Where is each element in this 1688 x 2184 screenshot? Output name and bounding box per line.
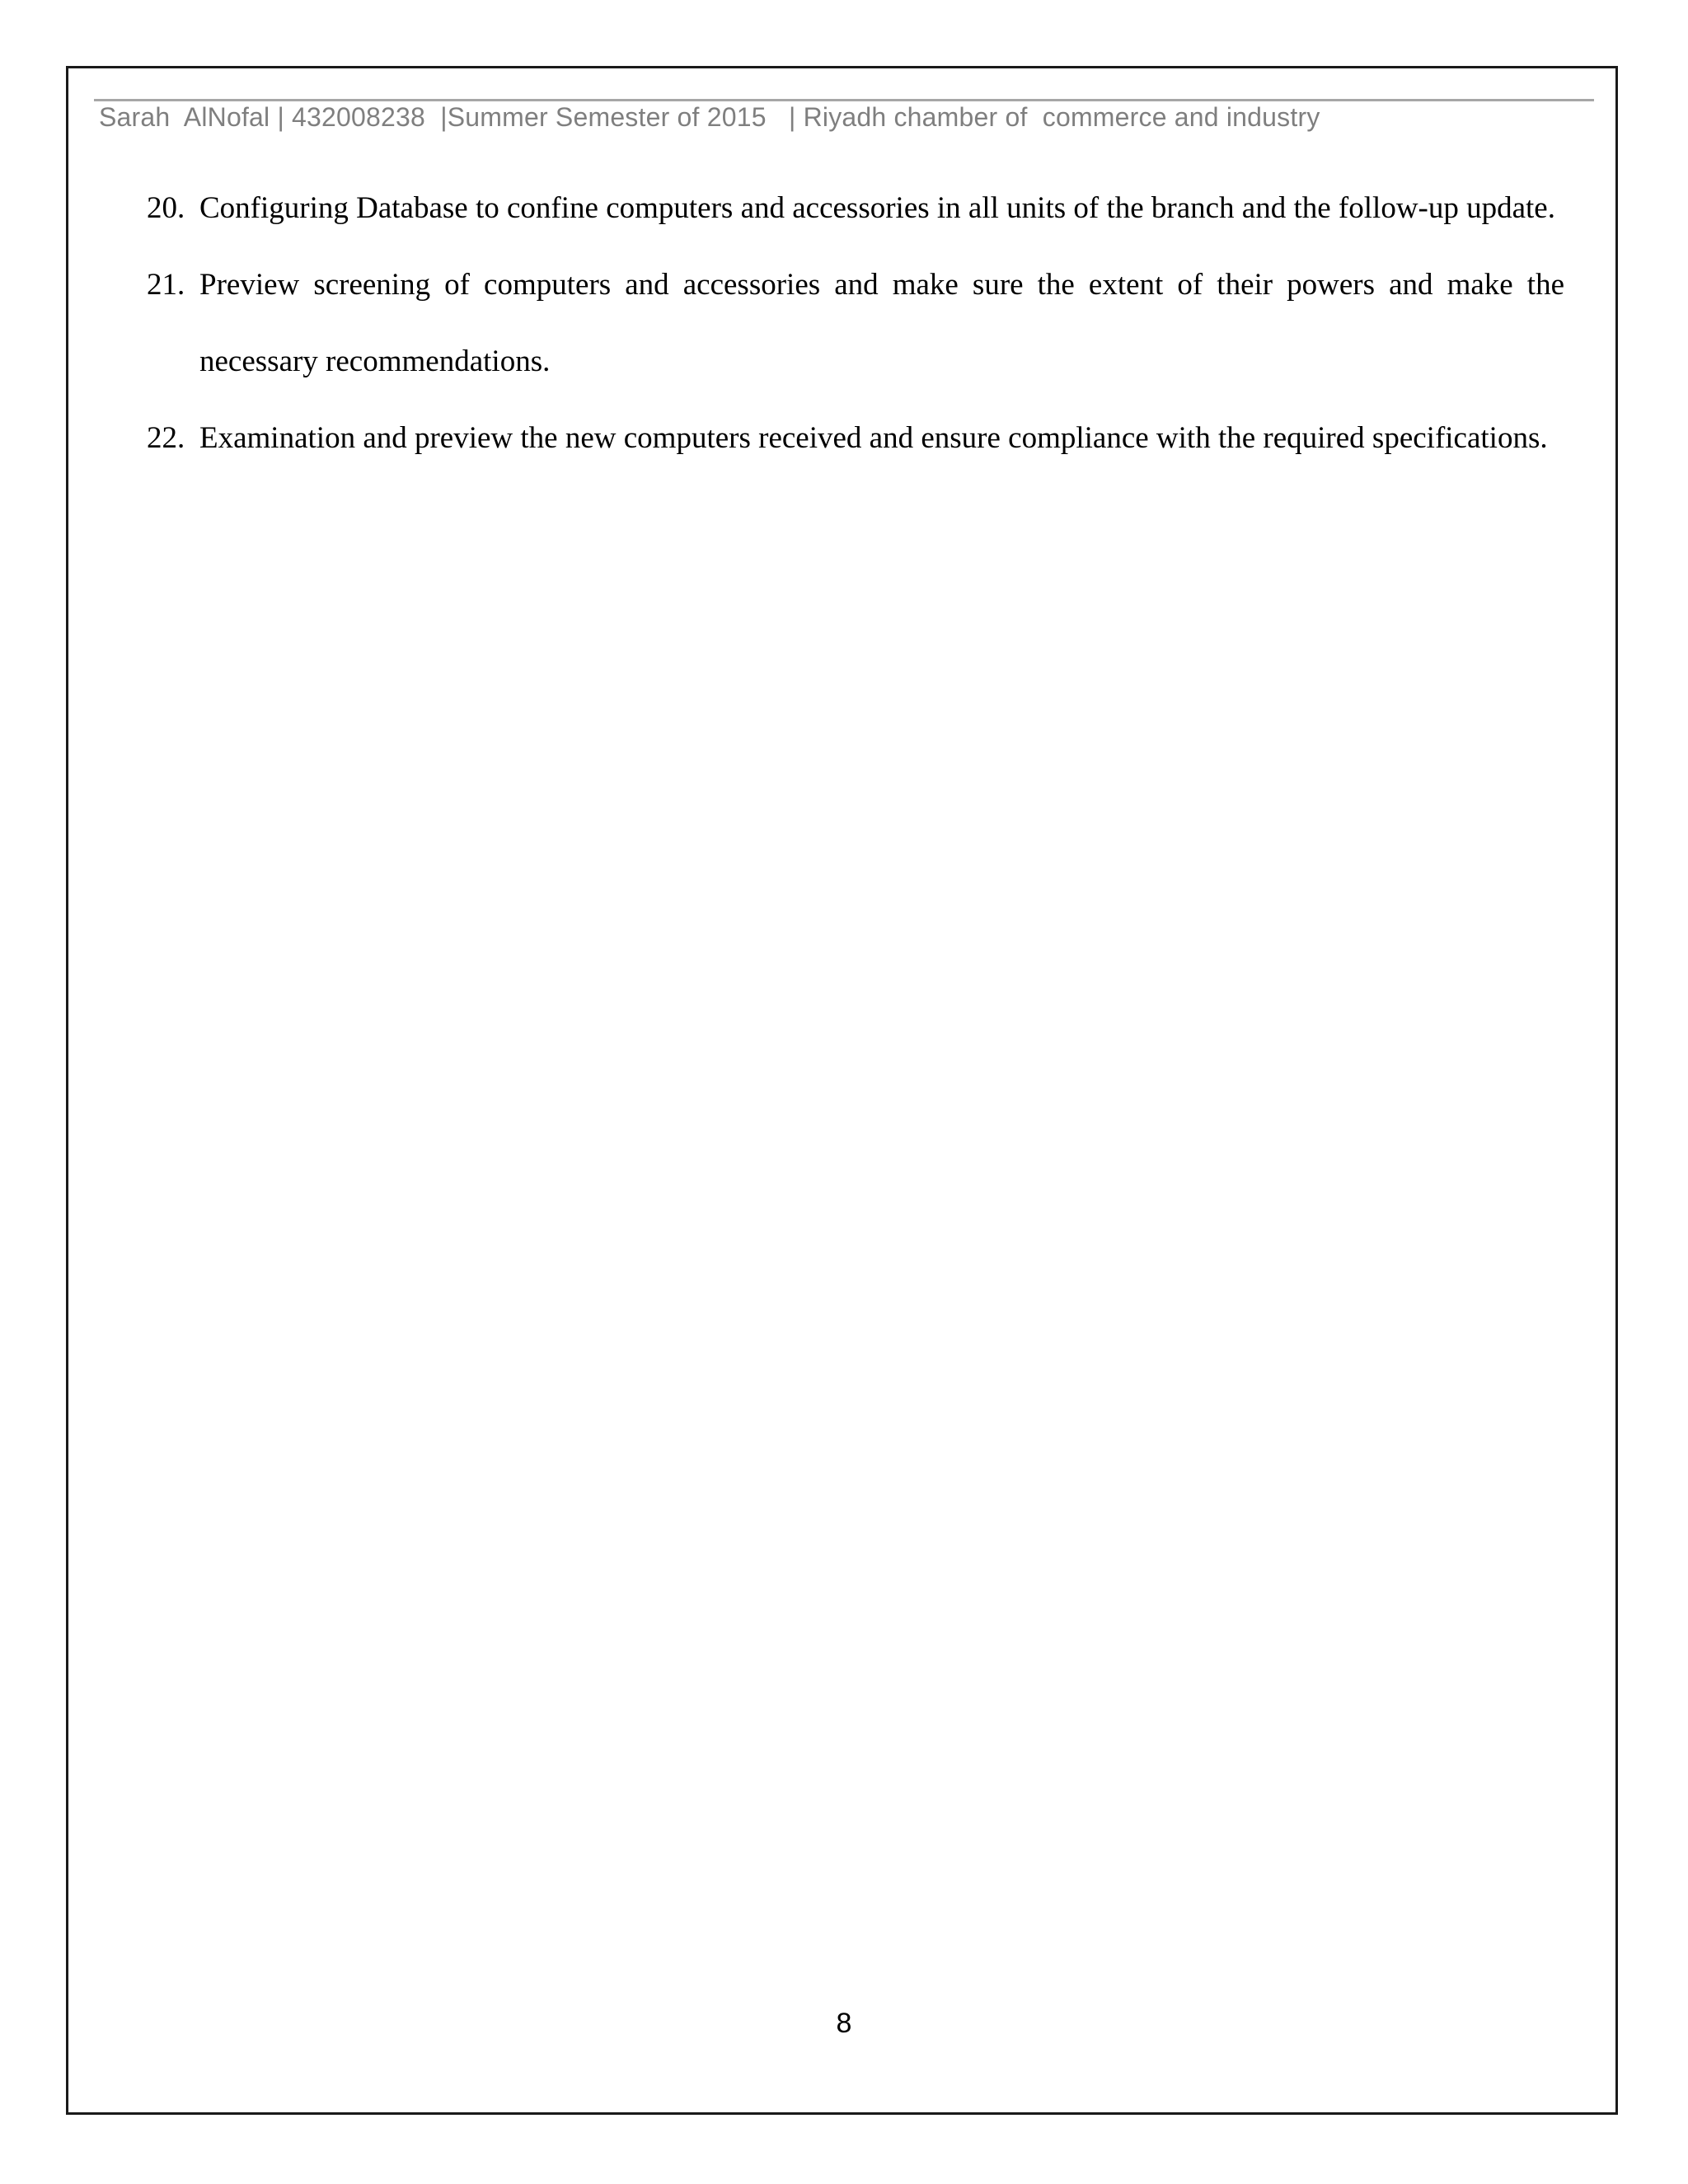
numbered-list xyxy=(147,170,1564,476)
list-item xyxy=(147,170,1564,246)
running-header: Sarah AlNofal | 432008238 |Summer Semester of 2015 | Riyadh chamber of commerce and industry xyxy=(99,102,1320,132)
list-item-number: 20. xyxy=(147,191,185,225)
list-item-number: 21. xyxy=(147,268,185,302)
list-item-text: Configuring Database to confine computers and accessories in all units of the branch and the follow-up update. xyxy=(199,191,1555,225)
list-item xyxy=(147,400,1564,476)
list-item-number: 22. xyxy=(147,421,185,455)
header-divider xyxy=(94,99,1594,101)
page-number: 8 xyxy=(836,2008,852,2039)
list-item-text: Preview screening of computers and accessories and make sure the extent of their powers and make the necessary recommendations. xyxy=(199,268,1564,378)
list-item-text: Examination and preview the new computers received and ensure compliance with the required specifications. xyxy=(199,421,1548,455)
list-item xyxy=(147,246,1564,400)
